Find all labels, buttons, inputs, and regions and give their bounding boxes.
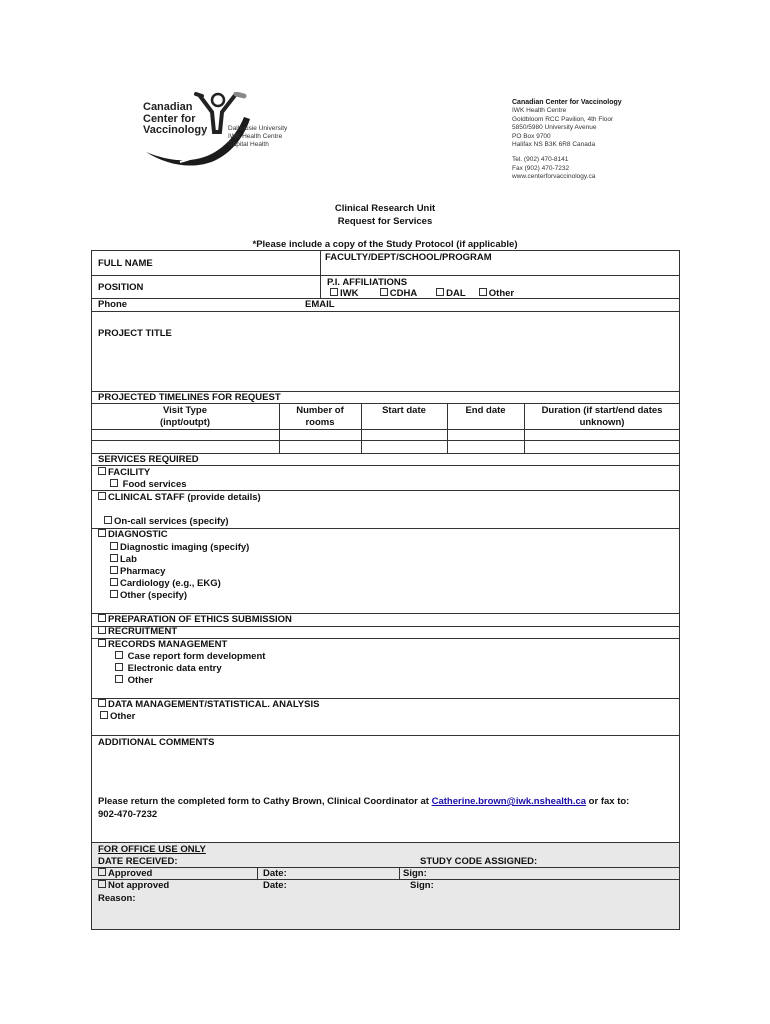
records-data-entry-checkbox[interactable]: Electronic data entry — [115, 663, 265, 675]
partner-list — [228, 125, 287, 149]
recruitment-checkbox[interactable]: RECRUITMENT — [98, 626, 177, 637]
coordinator-email-link[interactable]: Catherine.brown@iwk.nshealth.ca — [431, 796, 587, 807]
timelines-header: PROJECTED TIMELINES FOR REQUEST — [98, 392, 281, 403]
project-title-label: PROJECT TITLE — [98, 328, 172, 339]
services-header: SERVICES REQUIRED — [98, 454, 199, 465]
partner-dal: Dalhousie University — [228, 125, 288, 132]
col-duration: Duration (if start/end dates unknown) — [541, 405, 663, 428]
records-checkbox[interactable]: RECORDS MANAGEMENT — [98, 639, 227, 650]
form-title: Clinical Research Unit — [334, 203, 436, 214]
data-other-checkbox[interactable]: Other — [100, 711, 135, 722]
records-list — [115, 651, 265, 687]
food-services-checkbox[interactable]: Food services — [110, 479, 187, 490]
approved-sign-label: Sign: — [403, 868, 427, 879]
diag-other-checkbox[interactable]: Other (specify) — [110, 590, 249, 602]
position-label: POSITION — [98, 282, 144, 293]
logo-name-line3: Vaccinology — [143, 124, 208, 136]
clinical-staff-checkbox[interactable]: CLINICAL STAFF (provide details) — [98, 492, 261, 503]
date-received-label: DATE RECEIVED: — [98, 856, 178, 867]
study-code-label: STUDY CODE ASSIGNED: — [420, 856, 538, 867]
diag-lab-checkbox[interactable]: Lab — [110, 554, 249, 566]
address-line: IWK Health Centre — [512, 107, 567, 115]
timeline-row-1[interactable] — [92, 430, 679, 440]
ethics-checkbox[interactable]: PREPARATION OF ETHICS SUBMISSION — [98, 614, 292, 625]
col-start-date: Start date — [382, 405, 426, 416]
return-instructions: Please return the completed form to Cathy Brown, Clinical Coordinator at Catherine.brown@iwk.nshealth.ca or fax to: 902-470-7232 — [98, 796, 630, 820]
website-line: www.centerforvaccinology.ca — [512, 173, 596, 181]
phone-line: Tel. (902) 470-8141 — [512, 156, 569, 164]
aff-other-checkbox[interactable]: Other — [479, 288, 514, 299]
fax-line: Fax (902) 470-7232 — [512, 164, 570, 172]
timeline-row-2[interactable] — [92, 441, 679, 452]
approved-checkbox[interactable]: Approved — [98, 868, 152, 879]
logo-name-line2: Center for — [143, 112, 196, 125]
email-label: EMAIL — [305, 299, 335, 310]
aff-dal-checkbox[interactable]: DAL — [436, 288, 465, 299]
return-fax: 902-470-7232 — [98, 809, 158, 820]
on-call-checkbox[interactable]: On-call services (specify) — [104, 516, 229, 527]
office-header: FOR OFFICE USE ONLY — [98, 844, 206, 855]
records-crf-checkbox[interactable]: Case report form development — [115, 651, 265, 663]
phone-label: Phone — [98, 299, 128, 310]
protocol-note: *Please include a copy of the Study Protocol (if applicable) — [252, 239, 518, 250]
diagnostic-list — [110, 542, 249, 602]
address-title: Canadian Center for Vaccinology — [512, 99, 622, 106]
col-rooms: Number of rooms — [296, 405, 344, 428]
office-use-section — [92, 843, 679, 929]
address-block — [512, 99, 622, 182]
logo-name-line1: Canadian — [143, 101, 193, 113]
additional-comments-label: ADDITIONAL COMMENTS — [98, 737, 215, 748]
partner-iwk: IWK Health Centre — [228, 133, 283, 140]
diag-pharmacy-checkbox[interactable]: Pharmacy — [110, 566, 249, 578]
data-mgmt-checkbox[interactable]: DATA MANAGEMENT/STATISTICAL. ANALYSIS — [98, 699, 319, 710]
form-subtitle: Request for Services — [337, 216, 433, 227]
diagnostic-checkbox[interactable]: DIAGNOSTIC — [98, 529, 168, 540]
diag-cardiology-checkbox[interactable]: Cardiology (e.g., EKG) — [110, 578, 249, 590]
address-line: 5850/5980 University Avenue — [512, 124, 597, 132]
not-approved-date-label: Date: — [263, 880, 287, 891]
col-end-date: End date — [465, 405, 506, 416]
not-approved-checkbox[interactable]: Not approved — [98, 880, 169, 891]
facility-checkbox[interactable]: FACILITY — [98, 467, 150, 478]
pi-affiliations-label: P.I. AFFILIATIONS — [327, 277, 408, 288]
col-visit-type: Visit Type (inpt/outpt) — [159, 405, 211, 428]
aff-iwk-checkbox[interactable]: IWK — [330, 288, 358, 299]
partner-capital: Capital Health — [228, 141, 269, 148]
diag-imaging-checkbox[interactable]: Diagnostic imaging (specify) — [110, 542, 249, 554]
records-other-checkbox[interactable]: Other — [115, 675, 265, 687]
address-line: Halifax NS B3K 6R8 Canada — [512, 141, 596, 149]
address-line: PO Box 9700 — [512, 132, 551, 140]
full-name-label: FULL NAME — [98, 258, 153, 269]
reason-label: Reason: — [98, 893, 136, 904]
approved-date-label: Date: — [263, 868, 287, 879]
faculty-label: FACULTY/DEPT/SCHOOL/PROGRAM — [325, 252, 492, 263]
aff-cdha-checkbox[interactable]: CDHA — [380, 288, 417, 299]
not-approved-sign-label: Sign: — [410, 880, 434, 891]
address-line: Goldbloom RCC Pavilion, 4th Floor — [512, 115, 614, 123]
